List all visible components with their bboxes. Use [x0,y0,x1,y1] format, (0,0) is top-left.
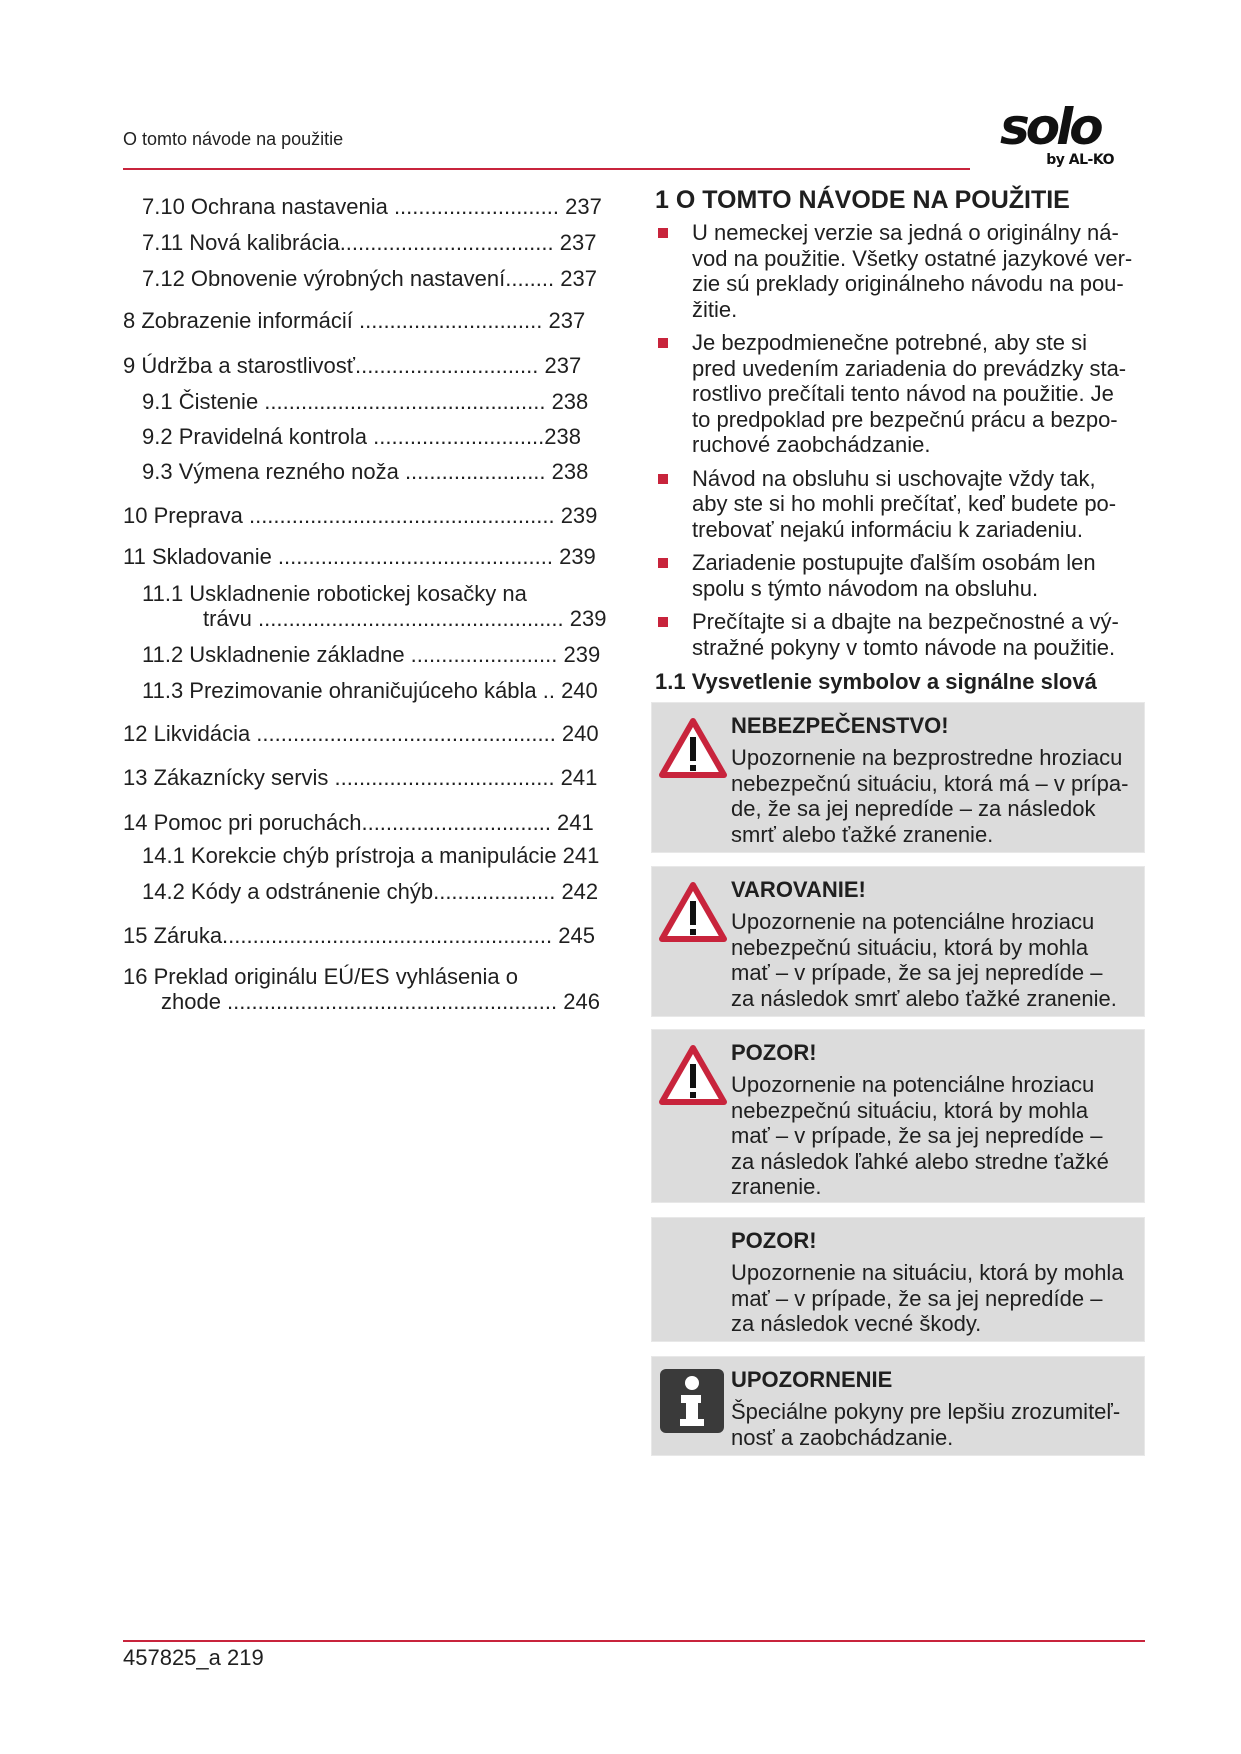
warning-triangle-icon [658,1044,728,1106]
warning-notice-box [652,867,1144,1016]
footer-rule [123,1640,1145,1642]
running-header: O tomto návode na použitie [123,129,344,149]
notice-heading: POZOR! [731,1228,817,1253]
property-damage-notice-box [652,1218,1144,1341]
subsection-title: 1.1 Vysvetlenie symbolov a signálne slová [655,669,1097,694]
bullet-line: spolu s týmto návodom na obsluhu. [692,575,1039,601]
toc-entry: 10 Preprava .................................................. 239 [123,503,598,528]
notice-heading: NEBEZPEČENSTVO! [731,713,949,738]
section-title: 1 O TOMTO NÁVODE NA POUŽITIE [655,186,1070,214]
toc-entry: 9.1 Čistenie .............................................. 238 [142,389,589,414]
bullet-line: stražné pokyny v tomto návode na použitie. [692,634,1116,660]
list-item [655,220,1145,322]
notice-line: nebezpečnú situáciu, ktorá by mohla [731,1097,1089,1123]
danger-notice-box [652,703,1144,852]
notice-line: Upozornenie na situáciu, ktorá by mohla [731,1260,1124,1285]
notice-line: smrť alebo ťažké zranenie. [731,821,994,847]
notice-line: nebezpečnú situáciu, ktorá by mohla [731,934,1089,960]
brand-logo [1000,98,1122,172]
bullet-square-icon [658,228,668,238]
bullet-line: to predpoklad pre bezpečnú prácu a bezpo- [692,406,1118,432]
logo-subtitle: by AL-KO [1046,152,1114,168]
toc-entry: 9 Údržba a starostlivosť.............................. 237 [123,353,582,378]
bullet-line: zie sú preklady originálneho návodu na pou- [692,271,1124,296]
notice-line: Upozornenie na bezprostredne hroziacu [731,745,1123,770]
logo-wordmark: solo [1000,98,1100,156]
bullet-line: aby ste si ho mohli prečítať, keď budete po- [692,491,1117,516]
list-item [655,466,1145,543]
bullet-line: trebovať nejakú informáciu k zariadeniu. [692,516,1084,542]
toc-entry: 9.3 Výmena rezného noža ....................... 238 [142,459,589,484]
info-icon [658,1367,726,1435]
page-footer: 457825_a 219 [123,1645,264,1670]
bullet-line: U nemeckej verzie sa jedná o originálny ná- [692,220,1119,245]
notice-text [731,1399,1141,1450]
notice-text [731,909,1141,1011]
notice-heading: POZOR! [731,1040,817,1065]
toc-entry: zhode ...................................................... 246 [161,989,600,1014]
bullet-line: rostlivo prečítali tento návod na použitie. Je [692,381,1114,406]
bullet-line: vod na použitie. Všetky ostatné jazykové ver- [692,245,1133,271]
notice-line: nosť a zaobchádzanie. [731,1424,954,1450]
toc-entry: 12 Likvidácia ................................................. 240 [123,721,599,746]
toc-entry: 14 Pomoc pri poruchách............................... 241 [123,810,594,835]
list-item [655,609,1145,660]
notice-text [731,745,1141,847]
toc-entry: 7.12 Obnovenie výrobných nastavení........ 237 [142,266,597,291]
notice-line: zranenie. [731,1174,822,1199]
toc-entry: 9.2 Pravidelná kontrola ............................238 [142,424,581,449]
bullet-square-icon [658,558,668,568]
header-rule [123,168,970,170]
bullet-line: pred uvedením zariadenia do prevádzky sta- [692,355,1127,381]
toc-entry: 15 Záruka...................................................... 245 [123,923,595,948]
toc-entry: trávu .................................................. 239 [203,606,607,631]
toc-entry: 14.2 Kódy a odstránenie chýb.................... 242 [142,879,599,904]
notice-line: za následok vecné škody. [731,1311,982,1336]
list-item [655,330,1145,458]
toc-entry: 7.11 Nová kalibrácia................................... 237 [142,230,597,255]
notice-text [731,1260,1141,1337]
notice-line: mať – v prípade, že sa jej nepredíde – [731,1285,1103,1311]
notice-heading: UPOZORNENIE [731,1367,893,1392]
bullet-line: Prečítajte si a dbajte na bezpečnostné a vý- [692,609,1119,634]
bullet-square-icon [658,474,668,484]
notice-text [731,1072,1141,1200]
bullet-line: Je bezpodmienečne potrebné, aby ste si [692,330,1088,355]
warning-triangle-icon [658,717,728,779]
toc-entry: 8 Zobrazenie informácií .............................. 237 [123,308,586,333]
toc-entry: 16 Preklad originálu EÚ/ES vyhlásenia o [123,964,519,989]
notice-line: mať – v prípade, že sa jej nepredíde – [731,1123,1103,1148]
toc-entry: 11.3 Prezimovanie ohraničujúceho kábla .. 240 [142,678,598,703]
bullet-square-icon [658,617,668,627]
toc-entry: 11 Skladovanie ............................................. 239 [123,544,596,569]
bullet-line: Zariadenie postupujte ďalším osobám len [692,550,1096,575]
list-item [655,550,1145,601]
notice-line: nebezpečnú situáciu, ktorá má – v prípa- [731,770,1129,796]
notice-line: de, že sa jej nepredíde – za následok [731,796,1096,821]
notice-line: mať – v prípade, že sa jej nepredíde – [731,960,1103,985]
bullet-list [655,220,1145,660]
notice-line: Upozornenie na potenciálne hroziacu [731,1072,1095,1097]
caution-notice-box [652,1030,1144,1202]
notice-line: Špeciálne pokyny pre lepšiu zrozumiteľ- [731,1399,1121,1424]
toc-entry: 14.1 Korekcie chýb prístroja a manipulácie 241 [142,843,600,868]
toc-entry: 11.1 Uskladnenie robotickej kosačky na [142,581,527,606]
notice-line: Upozornenie na potenciálne hroziacu [731,909,1095,934]
notice-line: za následok ľahké alebo stredne ťažké [731,1148,1109,1174]
bullet-line: žitie. [692,296,738,322]
bullet-line: Návod na obsluhu si uschovajte vždy tak, [692,465,1096,491]
toc-entry: 11.2 Uskladnenie základne ........................ 239 [142,642,601,667]
bullet-line: ruchové zaobchádzanie. [692,432,931,457]
info-notice-box [652,1357,1144,1455]
toc-entry: 13 Zákaznícky servis .................................... 241 [123,765,598,790]
warning-triangle-icon [658,881,728,943]
toc-entry: 7.10 Ochrana nastavenia ........................... 237 [142,194,602,219]
notice-heading: VAROVANIE! [731,877,866,902]
notice-line: za následok smrť alebo ťažké zranenie. [731,985,1117,1011]
bullet-square-icon [658,338,668,348]
